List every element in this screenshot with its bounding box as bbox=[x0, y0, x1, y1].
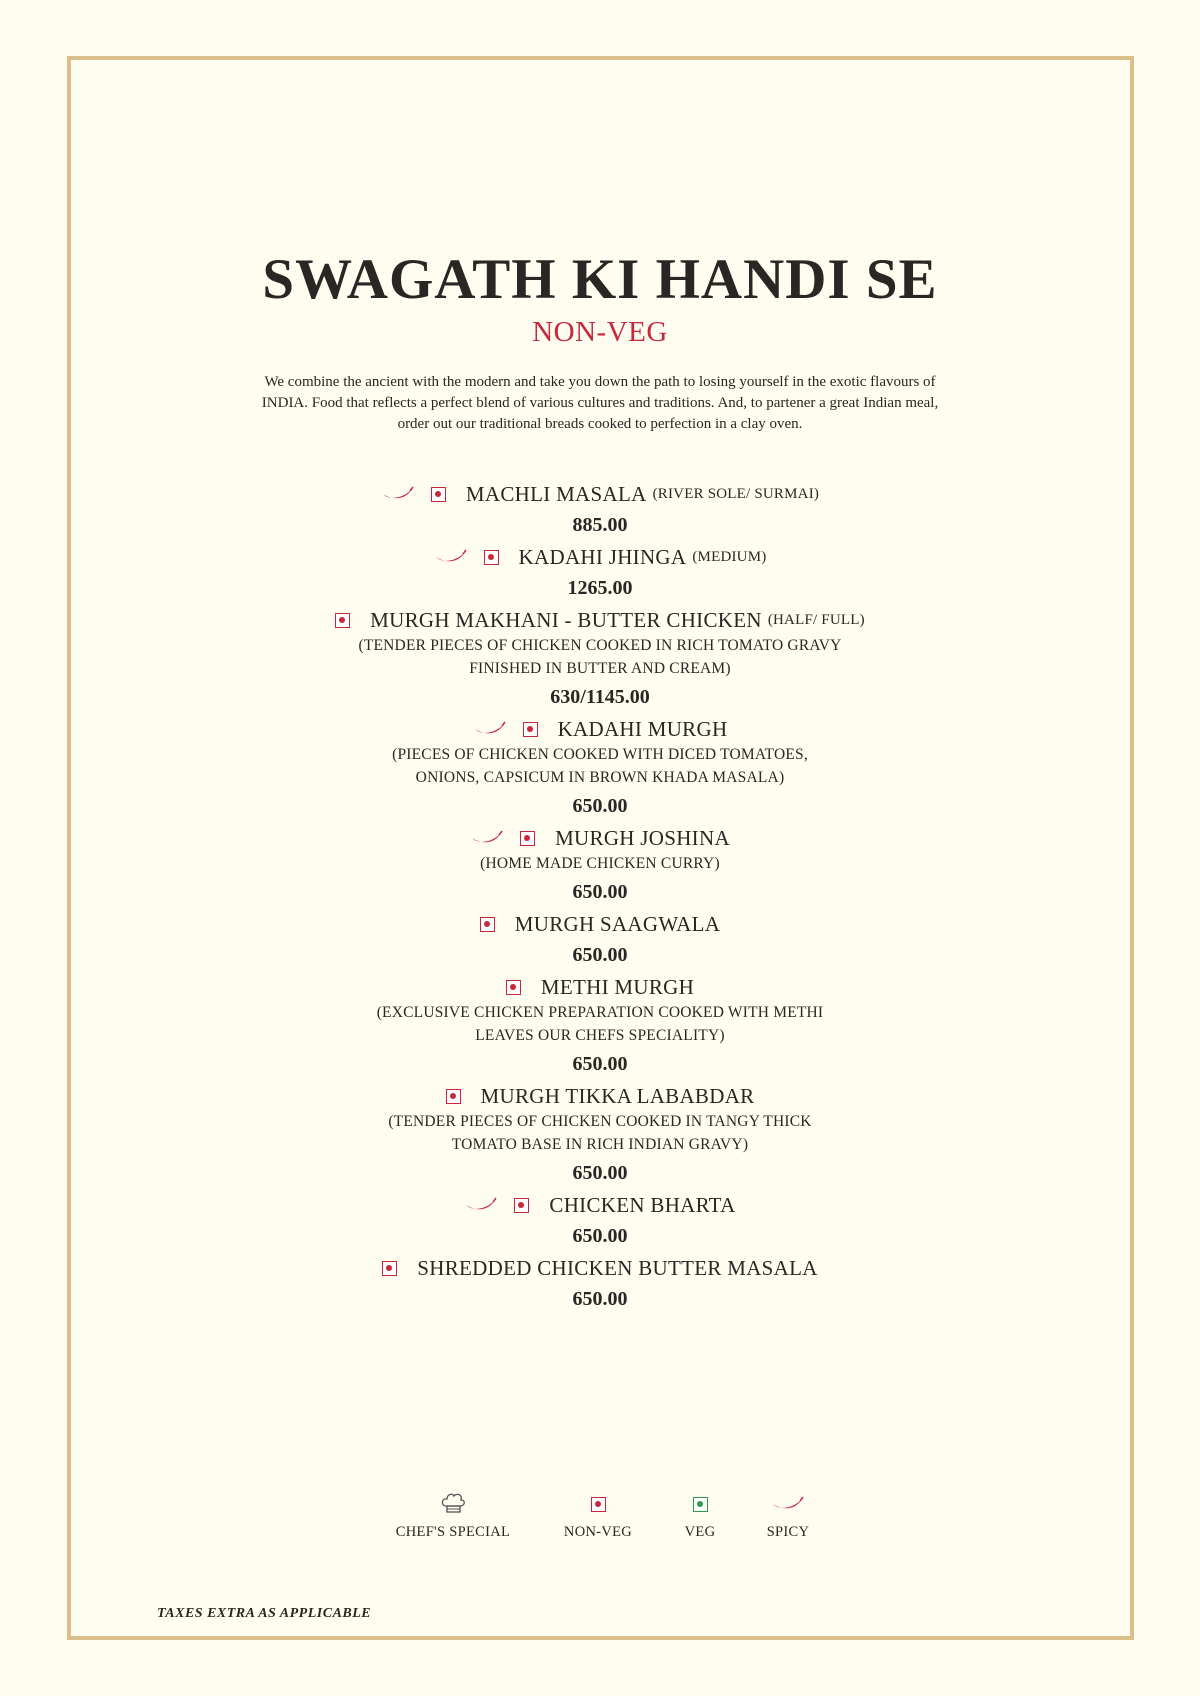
menu-item-name: MURGH TIKKA LABABDAR bbox=[480, 1084, 755, 1108]
menu-item-name: METHI MURGH bbox=[540, 975, 695, 999]
menu-items-list bbox=[0, 480, 1200, 1317]
menu-item-description: (TENDER PIECES OF CHICKEN COOKED IN RICH TOMATO GRAVY bbox=[358, 637, 842, 654]
menu-item-name: KADAHI MURGH bbox=[557, 717, 728, 741]
menu-item-title-line bbox=[0, 480, 1200, 508]
taxes-note: TAXES EXTRA AS APPLICABLE bbox=[157, 1606, 372, 1621]
menu-item bbox=[0, 910, 1200, 970]
chili-icon bbox=[470, 830, 504, 846]
menu-item-price: 650.00 bbox=[572, 1225, 628, 1247]
menu-item-description: (TENDER PIECES OF CHICKEN COOKED IN TANGY THICK bbox=[388, 1113, 812, 1130]
menu-item-description: (EXCLUSIVE CHICKEN PREPARATION COOKED WITH METHI bbox=[376, 1004, 824, 1021]
menu-item-description: (HOME MADE CHICKEN CURRY) bbox=[480, 855, 720, 872]
menu-item-price: 650.00 bbox=[572, 795, 628, 817]
veg-icon bbox=[693, 1497, 708, 1512]
menu-item-name: KADAHI JHINGA bbox=[518, 545, 687, 569]
menu-item-name: MURGH JOSHINA bbox=[555, 826, 730, 850]
non-veg-icon bbox=[480, 917, 495, 932]
menu-item bbox=[0, 715, 1200, 821]
menu-item-title-line bbox=[0, 543, 1200, 571]
menu-item-title-line bbox=[0, 606, 1200, 634]
menu-item-note: (MEDIUM) bbox=[692, 549, 767, 565]
non-veg-icon bbox=[523, 722, 538, 737]
menu-item-price: 885.00 bbox=[572, 514, 628, 536]
menu-item-price: 630/1145.00 bbox=[550, 686, 650, 708]
page-subtitle: NON-VEG bbox=[532, 316, 668, 348]
non-veg-icon bbox=[514, 1198, 529, 1213]
intro-text bbox=[220, 372, 980, 435]
legend bbox=[0, 1492, 1200, 1552]
chili-icon bbox=[434, 549, 468, 565]
menu-item-title-line bbox=[0, 910, 1200, 938]
legend-chefs-special bbox=[383, 1492, 523, 1541]
menu-item-title-line bbox=[0, 1191, 1200, 1219]
menu-item-name: MURGH SAAGWALA bbox=[514, 912, 721, 936]
menu-item-title-line bbox=[0, 973, 1200, 1001]
intro-line: INDIA. Food that reflects a perfect blend of various cultures and traditions. And, to partener a great Indian meal, bbox=[261, 395, 939, 411]
non-veg-icon bbox=[335, 613, 350, 628]
legend-veg bbox=[665, 1492, 735, 1541]
non-veg-icon bbox=[446, 1089, 461, 1104]
chef-hat-icon bbox=[439, 1492, 467, 1516]
menu-item bbox=[0, 1191, 1200, 1251]
menu-item bbox=[0, 606, 1200, 712]
non-veg-icon bbox=[591, 1497, 606, 1512]
non-veg-icon bbox=[431, 487, 446, 502]
legend-label: NON-VEG bbox=[563, 1524, 633, 1540]
chili-icon bbox=[473, 721, 507, 737]
menu-item-price: 650.00 bbox=[572, 1162, 628, 1184]
menu-item-name: MACHLI MASALA bbox=[465, 482, 647, 506]
menu-item-description: ONIONS, CAPSICUM IN BROWN KHADA MASALA) bbox=[415, 769, 785, 786]
legend-label: SPICY bbox=[766, 1524, 810, 1540]
menu-item bbox=[0, 543, 1200, 603]
legend-spicy bbox=[748, 1492, 828, 1541]
menu-item-price: 650.00 bbox=[572, 881, 628, 903]
menu-item bbox=[0, 973, 1200, 1079]
menu-item-note: (HALF/ FULL) bbox=[767, 612, 865, 628]
menu-item bbox=[0, 480, 1200, 540]
menu-item-price: 650.00 bbox=[572, 1288, 628, 1310]
menu-item-description: (PIECES OF CHICKEN COOKED WITH DICED TOMATOES, bbox=[392, 746, 808, 763]
page-title: SWAGATH KI HANDI SE bbox=[262, 248, 938, 311]
menu-item-title-line bbox=[0, 1082, 1200, 1110]
menu-item-title-line bbox=[0, 1254, 1200, 1282]
intro-line: We combine the ancient with the modern and take you down the path to losing yourself in the exotic flavours of bbox=[264, 374, 936, 390]
menu-item-name: CHICKEN BHARTA bbox=[549, 1193, 736, 1217]
legend-non-veg bbox=[548, 1492, 648, 1541]
menu-item-title-line bbox=[0, 715, 1200, 743]
menu-item-name: MURGH MAKHANI - BUTTER CHICKEN bbox=[370, 608, 762, 632]
non-veg-icon bbox=[506, 980, 521, 995]
chili-icon bbox=[464, 1197, 498, 1213]
menu-item-price: 650.00 bbox=[572, 944, 628, 966]
menu-item-description: FINISHED IN BUTTER AND CREAM) bbox=[469, 660, 731, 677]
intro-line: order out our traditional breads cooked to perfection in a clay oven. bbox=[397, 416, 803, 432]
menu-item-description: LEAVES OUR CHEFS SPECIALITY) bbox=[475, 1027, 725, 1044]
menu-item-title-line bbox=[0, 824, 1200, 852]
non-veg-icon bbox=[382, 1261, 397, 1276]
menu-item bbox=[0, 824, 1200, 907]
non-veg-icon bbox=[484, 550, 499, 565]
menu-item-price: 650.00 bbox=[572, 1053, 628, 1075]
menu-item-name: SHREDDED CHICKEN BUTTER MASALA bbox=[417, 1256, 818, 1280]
chili-icon bbox=[771, 1496, 805, 1512]
non-veg-icon bbox=[520, 831, 535, 846]
legend-label: CHEF'S SPECIAL bbox=[395, 1524, 511, 1540]
menu-item bbox=[0, 1254, 1200, 1314]
chili-icon bbox=[381, 486, 415, 502]
menu-item bbox=[0, 1082, 1200, 1188]
legend-label: VEG bbox=[684, 1524, 716, 1540]
menu-item-description: TOMATO BASE IN RICH INDIAN GRAVY) bbox=[451, 1136, 749, 1153]
menu-item-note: (RIVER SOLE/ SURMAI) bbox=[652, 486, 820, 502]
menu-item-price: 1265.00 bbox=[567, 577, 633, 599]
